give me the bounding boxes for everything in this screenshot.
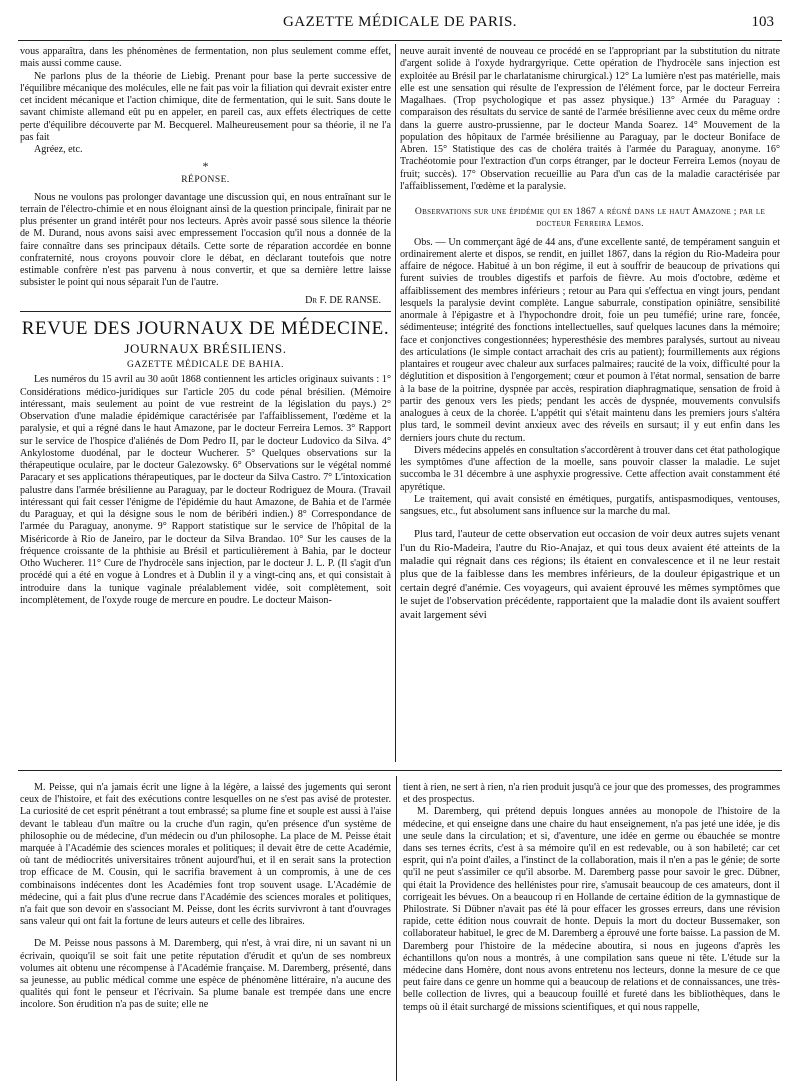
top-right-column	[400, 46, 780, 762]
bottom-right-column	[403, 782, 780, 1082]
column-divider-top	[395, 44, 396, 762]
bottom-left-column	[20, 782, 391, 1082]
paragraph: Plus tard, l'auteur de cette observation eut occasion de voir deux autres sujets venant l'un du Rio-Madeira, l'autre du Rio-Anajaz, et qui tous deux avaient été atteints de la maladie qui régnait dans ces régions; ils étaient en convalescence et il ne leur restait plus que de la faiblesse dans les membres inférieurs, de la douleur épigastrique et un certain degré d'anémie. Ces voyageurs, qui avaient éprouvé les mêmes symptômes que le sujet de l'observation précédente, rapportaient que la maladie dont ils avaient souffert avait largement sévi	[400, 528, 780, 621]
observation-title: Observations sur une épidémie qui en 1867 a régné dans le haut Amazone ; par le docteur Ferreira Lemos.	[414, 206, 766, 230]
running-title: GAZETTE MÉDICALE DE PARIS.	[282, 14, 518, 30]
paragraph: M. Peisse, qui n'a jamais écrit une ligne à la légère, a laissé des jugements qui seront ceux de l'histoire, et fait des exécutions contre lesquelles on ne s'est pas avisé de protester. La curiosité de cet esprit pénétrant a tout embrassé; sa plume fine et souple est aussi à l'aise devant le tableau d'un maître ou la cruche d'un ragin, qu'en présence d'un système de philosophie ou de médecine, d'un médecin ou d'un philosophe. La place de M. Peisse était marquée à l'Académie des sciences morales et politiques; il devait être de cette Académie, où tant de médiocrités universitaires trônent aujourd'hui, et il en serait sans la protection trop efficace de M. Cousin, qui le sacrifia bravement à un compromis, à une de ces combinaisons indécentes dont les Académies font trop souvent usage. L'Académie de médecine, qui a fait plus d'une recrue dans l'Académie des sciences morales et politiques, n'a fait que son devoir en s'associant M. Peisse, dont les écrits survivront à tant d'ouvrages sans valeur qui ont fait la fortune de leurs auteurs et celle des libraires.	[20, 782, 391, 928]
paragraph: Nous ne voulons pas prolonger davantage une discussion qui, en nous entraînant sur le terrain de l'électro-chimie et en nous éloignant ainsi de la question principale, finirait par ne plus présenter un grand intérêt pour nos lecteurs. Après avoir passé sous silence la théorie de M. Durand, nous avons saisi avec empressement l'occasion qu'il nous a donnée de la faire connaître dans ses principaux détails. Cette sorte de réparation accordée en bonne confraternité, nous croyons pouvoir clore le débat, en déclarant toutefois que notre estimable confrère n'est pas parvenu à nous convertir, et que sa dernière lettre laisse subsister le point qui nous séparait l'un de l'autre.	[20, 191, 391, 289]
signature: Dr F. DE RANSE.	[305, 294, 381, 306]
top-left-column	[20, 46, 391, 762]
paragraph: Le traitement, qui avait consisté en émétiques, purgatifs, antispasmodiques, ventouses, sangsues, etc., fut absolument sans influence sur la marche du mal.	[400, 493, 780, 517]
paragraph: Agréez, etc.	[34, 144, 83, 155]
paragraph: M. Daremberg, qui prétend depuis longues années au monopole de l'histoire de la médecine, et qui enseigne dans une chaire du haut enseignement, n'a pas jeté une idée, je dis une seule dans la circulation; et si, d'aventure, une idée en germe ou ébauchée se montre dans ses ternes écrits, c'est à sa mémoire qu'il en est redevable, ou à son habileté; car cet esprit, qui n'a point d'ailes, a l'instinct de la collaboration, mais il n'en a pas le génie; de sorte qu'il ne peut s'assimiler ce qu'il absorbe. M. Daremberg passe pour savoir le grec. Dübner, qui était la Providence des hellénistes pour rire, s'amusait beaucoup de ces amateurs, dont il corrigeait les bévues. On a beaucoup ri en Hollande de certaine édition de la gymnastique de Philostrate. Si Dübner n'avait pas été là pour effacer les grosses erreurs, dans une révision rapide, cette édition nous couvrait de honte. Depuis la mort du docteur Bussemaker, son collaborateur habituel, le grec de M. Daremberg a éprouvé une forte baisse. La passion de M. Daremberg pour l'histoire de la médecine aboutira, si nous en jugeons d'après les échantillons qu'on nous a montrés, à une compilation sans queue ni tête. L'étude sur la médecine dans Homère, dont nous avons entretenu nos lecteurs, donne la mesure de ce que peut faire dans ce genre un homme qui a beaucoup de relations et de connaissances, une très-belle collection de livres, qui a beaucoup fouillé et fureté dans les bibliothèques, dans le temps où il était surchargé de missions scientifiques, et qui nous rappelle,	[403, 806, 780, 1013]
review-title: REVUE DES JOURNAUX DE MÉDECINE.	[21, 317, 390, 339]
review-subtitle: JOURNAUX BRÉSILIENS.	[124, 340, 287, 356]
paragraph: vous apparaîtra, dans les phénomènes de fermentation, non plus seulement comme effet, mais aussi comme cause.	[20, 46, 391, 70]
ornament-star: *	[202, 159, 209, 174]
page-header	[18, 14, 782, 36]
bottom-section-rule	[18, 770, 782, 771]
page-number: 103	[751, 14, 774, 30]
reponse-heading: RÉPONSE.	[181, 175, 230, 186]
column-divider-bottom	[396, 776, 397, 1081]
paragraph: Ne parlons plus de la théorie de Liebig. Prenant pour base la perte successive de l'équilibre mécanique des molécules, elle ne fait pas voir la filiation qui devrait exister entre cet incident mécanique et l'action chimique, dite de fermentation, qui le suit. Sans doute le savant chimiste allemand eût pu en appeler, en pareil cas, aux effets électriques de cette perte d'équilibre découverte par M. Becquerel. Malheureusement pour sa théorie, il ne l'a pas fait	[20, 70, 391, 143]
header-rule	[18, 40, 782, 41]
paragraph: De M. Peisse nous passons à M. Daremberg, qui n'est, à vrai dire, ni un savant ni un écrivain, quoiqu'il se soit fait une petite réputation d'érudit et qu'un de ses nombreux volumes ait obtenu une récompense à l'Académie française. M. Daremberg, présenté, dans sa jeunesse, au public médical comme une espèce de phénomène littéraire, n'a aucune des qualités qui font le penseur et l'écrivain. Sa plume banale est trempée dans une encre incolore. Son érudition n'a pas de suite; elle ne	[20, 938, 391, 1011]
paragraph: Divers médecins appelés en consultation s'accordèrent à trouver dans cet état pathologique les symptômes d'une affection de la moelle, sans pouvoir classer la maladie. Le sujet succomba le 31 décembre à une asphyxie progressive. Cette affection avait constamment été apyrétique.	[400, 444, 780, 493]
review-subsubtitle: GAZETTE MÉDICALE DE BAHIA.	[126, 360, 285, 370]
paragraph: neuve aurait inventé de nouveau ce procédé en se l'appropriant par la substitution du nitrate d'argent solide à l'oxyde hydrargyrique. Cette opération de l'hydrocèle sans injection est exploitée au Brésil par le charlatanisme chirurgical.) 12° La lumière n'est pas matérielle, mais elle est une sensation qui résulte de l'expression de l'élément force, par le docteur Ferreira Magalhaes. (Trop psychologique et pas assez physique.) 13° Armée du Paraguay : comparaison des résultats du service de santé de l'armée brésilienne avec ceux du même ordre dans la guerre austro-prussienne, par le docteur Manda Soarez. 14° Mouvement de la population des hôpitaux de l'armée brésilienne au Paraguay, par le docteur Boniface de Abren. 15° Statistique des cas de choléra traités à l'armée du Paraguay, anonyme. 16° Trachéotomie pour l'extraction d'un corps étranger, par le docteur Ferreira Lemos (noyau de fruit; succès). 17° Observation recueillie au Para d'un cas de la maladie caractérisée par l'affaiblissement, l'œdème et la paralysie.	[400, 46, 780, 192]
paragraph: tient à rien, ne sert à rien, n'a rien produit jusqu'à ce jour que des promesses, des programmes et des prospectus.	[403, 782, 780, 806]
paragraph: Les numéros du 15 avril au 30 août 1868 contiennent les articles originaux suivants : 1° Considérations médico-juridiques sur l'article 205 du code pénal brésilien. (Mémoire intéressant, mais seulement au point de vue restreint de la législation du pays.) 2° Observation d'une maladie épidémique caractérisée par l'affaiblissement, l'œdème et la paralysie, et qui a régné dans le haut Amazone, par le docteur Ferreira Lemos. 3° Rapport sur le service de l'hospice d'aliénés de Dom Pedro II, par le docteur Ludovico da Silva. 4° Ankylostome duodénal, par le docteur Wucherer. 5° Quelques observations sur la thérapeutique oculaire, par le docteur Galezowsky. 6° Observations sur le végétal nommé Paracary et ses applications thérapeutiques, par le docteur da Silva Castro. 7° L'intoxication palustre dans l'armée brésilienne au Paraguay, par le docteur Rodriguez de Moura. (Travail intéressant qui fait cesser l'énigme de l'épidémie du haut Amazone, de Bahia et de l'armée du Paraguay, et qui la désigne sous le nom de béribéri indien.) 8° Correspondance de l'armée du Paraguay, anonyme. 9° Rapport statistique sur le service de l'hôpital de la Miséricorde à Rio de Janeiro, par le docteur da Silva Brandao. 10° Sur les causes de la fréquence croissante de la phthisie au Brésil et particulièrement à Bahia, par le docteur Otho Wucherer. 11° Cure de l'hydrocèle sans injection, par le docteur J. L. P. (Il s'agit d'un procédé qui a été en vogue à Londres et à Dublin il y a vingt-cinq ans, et qui consistait à introduire dans la tunique vaginale préalablement vidée, soit complètement, soit incomplètement, de l'oxyde rouge de mercure en poudre. Le docteur Maison-	[20, 374, 391, 606]
section-rule	[20, 311, 391, 312]
paragraph: Obs. — Un commerçant âgé de 44 ans, d'une excellente santé, de tempérament sanguin et ordinairement alerte et dispos, se rendit, en juillet 1867, dans la région du Rio-Madeira pour affaire de négoce. Habitué à un bon régime, il eut à souffrir de beaucoup de privations qui furent suivies de troubles digestifs et parfois de fièvre. Au mois d'octobre, œdème et affaiblissement des membres inférieurs ; retour au Para qui s'effectua en vingt jours, pendant lesquels la paralysie devint complète. Langue saburrale, constipation opiniâtre, sensibilité anormale à l'épigastre et à l'hypochondre droit, foie un peu tuméfié; urine rare, foncée, sédimenteuse; intégrité des fonctions intellectuelles, sauf quelques lacunes dans la mémoire; face et conjonctives congestionnées; hyperesthésie des membres paralysés, surtout au niveau des articulations (le simple contact arrachait des cris au patient); fourmillements aux régions plantaires et rougeur avec chaleur aux surfaces palmaires; raucité de la voix, difficulté pour la déglutition et disposition à l'engorgement; cœur et poumon à l'état normal, sensation de barre à la base de la poitrine, dyspnée par accès, respiration diaphragmatique, sensation de froid à partir des genoux vers les pieds; pendant les accès de dyspnée, mouvements convulsifs analogues à ceux de la chorée. L'appétit qui s'était maintenu dans les premiers jours s'altéra plus tard, le sommeil devint anxieux avec des réveils en sursaut; il y eut enfin dans les derniers jours chute du rectum.	[400, 236, 780, 444]
